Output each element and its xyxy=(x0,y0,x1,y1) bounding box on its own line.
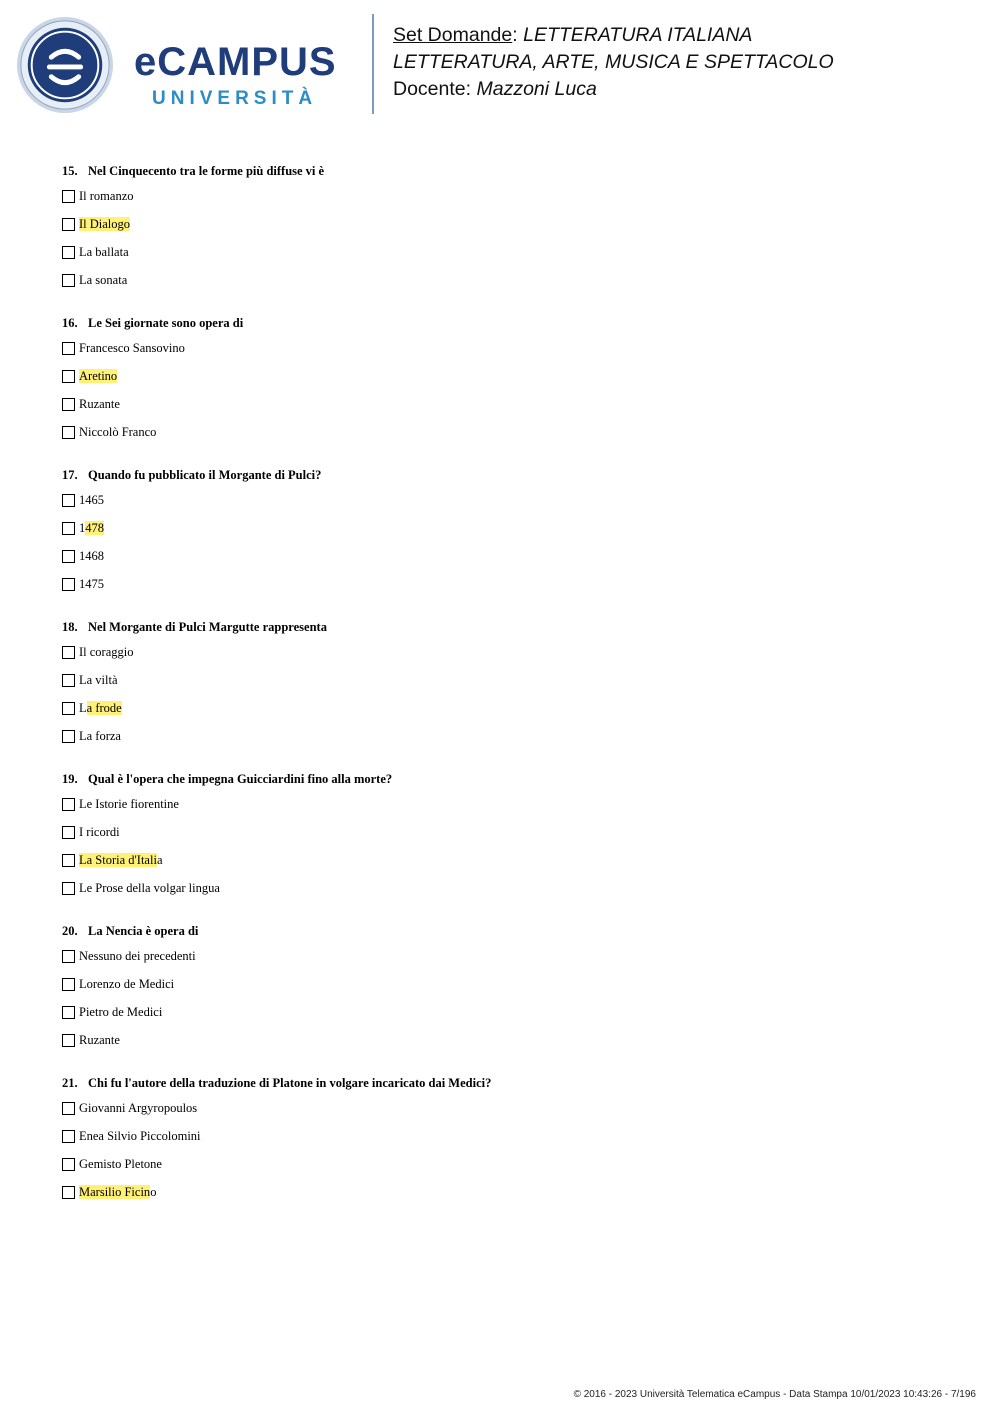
answer-option[interactable] xyxy=(62,273,962,301)
answer-option[interactable] xyxy=(62,425,962,453)
subject-line xyxy=(393,49,834,76)
question-title xyxy=(62,771,962,787)
highlighted-text: 478 xyxy=(85,521,104,535)
answer-option[interactable] xyxy=(62,729,962,757)
highlighted-text: Marsilio Ficin xyxy=(79,1185,151,1199)
question-number: 19. xyxy=(62,772,78,786)
subject: LETTERATURA, ARTE, MUSICA E SPETTACOLO xyxy=(393,51,834,73)
answer-option[interactable] xyxy=(62,577,962,605)
checkbox[interactable] xyxy=(62,218,75,231)
question-text: La Nencia è opera di xyxy=(88,924,199,938)
question-text: Quando fu pubblicato il Morgante di Pulci? xyxy=(88,468,322,482)
answer-option[interactable] xyxy=(62,977,962,1005)
question-text: Qual è l'opera che impegna Guicciardini fino alla morte? xyxy=(88,772,393,786)
option-text-part: La sonata xyxy=(79,273,128,287)
answer-option[interactable] xyxy=(62,549,962,577)
question-text: Chi fu l'autore della traduzione di Platone in volgare incaricato dai Medici? xyxy=(88,1076,492,1090)
answer-option[interactable] xyxy=(62,521,962,549)
answer-option[interactable] xyxy=(62,217,962,245)
option-text xyxy=(79,273,127,288)
answer-option[interactable] xyxy=(62,645,962,673)
option-text-part: La forza xyxy=(79,729,121,743)
option-text xyxy=(79,425,156,440)
question-block xyxy=(62,163,962,301)
option-text-part: Le Istorie fiorentine xyxy=(79,797,179,811)
checkbox[interactable] xyxy=(62,550,75,563)
option-text xyxy=(79,1129,201,1144)
option-text xyxy=(79,341,185,356)
highlighted-text: Aretino xyxy=(79,369,118,383)
teacher-label: Docente: xyxy=(393,78,472,100)
checkbox[interactable] xyxy=(62,702,75,715)
option-text xyxy=(79,521,104,536)
option-text-part: Enea Silvio Piccolomini xyxy=(79,1129,201,1143)
option-text xyxy=(79,949,196,964)
teacher-line xyxy=(393,76,834,103)
brand-logo-text xyxy=(134,42,337,110)
answer-option[interactable] xyxy=(62,493,962,521)
teacher-value: Mazzoni Luca xyxy=(476,78,597,100)
answer-option[interactable] xyxy=(62,1005,962,1033)
option-text xyxy=(79,701,122,716)
answer-option[interactable] xyxy=(62,853,962,881)
set-value: LETTERATURA ITALIANA xyxy=(523,24,753,46)
question-title xyxy=(62,163,962,179)
option-text xyxy=(79,853,163,868)
option-text xyxy=(79,397,120,412)
option-text-part: Il romanzo xyxy=(79,189,134,203)
question-block xyxy=(62,1075,962,1213)
option-text xyxy=(79,1185,156,1200)
question-title xyxy=(62,467,962,483)
answer-option[interactable] xyxy=(62,369,962,397)
checkbox[interactable] xyxy=(62,342,75,355)
option-text-part: Gemisto Pletone xyxy=(79,1157,162,1171)
option-text-part: a xyxy=(156,853,163,867)
checkbox[interactable] xyxy=(62,882,75,895)
option-text-part: Ruzante xyxy=(79,1033,120,1047)
question-number: 15. xyxy=(62,164,78,178)
question-number: 21. xyxy=(62,1076,78,1090)
checkbox[interactable] xyxy=(62,978,75,991)
checkbox[interactable] xyxy=(62,1006,75,1019)
set-info xyxy=(393,22,834,103)
option-text-part: I ricordi xyxy=(79,825,120,839)
option-text-part: Le Prose della volgar lingua xyxy=(79,881,220,895)
option-text-part: o xyxy=(150,1185,157,1199)
answer-option[interactable] xyxy=(62,1157,962,1185)
question-number: 20. xyxy=(62,924,78,938)
checkbox[interactable] xyxy=(62,798,75,811)
option-text-part: La ballata xyxy=(79,245,129,259)
answer-option[interactable] xyxy=(62,825,962,853)
option-text-part: La viltà xyxy=(79,673,118,687)
checkbox[interactable] xyxy=(62,950,75,963)
question-text: Le Sei giornate sono opera di xyxy=(88,316,244,330)
answer-option[interactable] xyxy=(62,189,962,217)
checkbox[interactable] xyxy=(62,274,75,287)
option-text-part: Niccolò Franco xyxy=(79,425,157,439)
question-number: 17. xyxy=(62,468,78,482)
answer-option[interactable] xyxy=(62,797,962,825)
answer-option[interactable] xyxy=(62,341,962,369)
checkbox[interactable] xyxy=(62,826,75,839)
option-text xyxy=(79,977,174,992)
checkbox[interactable] xyxy=(62,578,75,591)
option-text-part: Francesco Sansovino xyxy=(79,341,185,355)
highlighted-text: Il Dialogo xyxy=(79,217,131,231)
question-block xyxy=(62,923,962,1061)
option-text-part: Nessuno dei precedenti xyxy=(79,949,196,963)
checkbox[interactable] xyxy=(62,1130,75,1143)
option-text xyxy=(79,825,120,840)
question-text: Nel Cinquecento tra le forme più diffuse vi è xyxy=(88,164,325,178)
checkbox[interactable] xyxy=(62,246,75,259)
question-number: 18. xyxy=(62,620,78,634)
option-text-part: L xyxy=(79,701,87,715)
option-text-part: Il coraggio xyxy=(79,645,134,659)
answer-option[interactable] xyxy=(62,245,962,273)
option-text xyxy=(79,577,104,592)
question-block xyxy=(62,771,962,909)
checkbox[interactable] xyxy=(62,646,75,659)
highlighted-text: a frode xyxy=(86,701,122,715)
option-text xyxy=(79,369,117,384)
question-title xyxy=(62,315,962,331)
option-text xyxy=(79,217,130,232)
question-list xyxy=(62,163,962,1227)
checkbox[interactable] xyxy=(62,854,75,867)
checkbox[interactable] xyxy=(62,1158,75,1171)
set-label: Set Domande xyxy=(393,24,513,46)
option-text-part: 1 xyxy=(79,521,86,535)
checkbox[interactable] xyxy=(62,730,75,743)
answer-option[interactable] xyxy=(62,881,962,909)
question-title xyxy=(62,923,962,939)
option-text xyxy=(79,1157,162,1172)
checkbox[interactable] xyxy=(62,1034,75,1047)
brand-subtitle: UNIVERSITÀ xyxy=(152,88,318,109)
checkbox[interactable] xyxy=(62,674,75,687)
checkbox[interactable] xyxy=(62,1186,75,1199)
checkbox[interactable] xyxy=(62,494,75,507)
checkbox[interactable] xyxy=(62,1102,75,1115)
answer-option[interactable] xyxy=(62,673,962,701)
option-text xyxy=(79,1033,120,1048)
question-title xyxy=(62,1075,962,1091)
answer-option[interactable] xyxy=(62,397,962,425)
answer-option[interactable] xyxy=(62,949,962,977)
question-text: Nel Morgante di Pulci Margutte rappresenta xyxy=(88,620,327,634)
option-text xyxy=(79,245,129,260)
option-text xyxy=(79,1005,162,1020)
checkbox[interactable] xyxy=(62,370,75,383)
question-number: 16. xyxy=(62,316,78,330)
option-text-part: Ruzante xyxy=(79,397,120,411)
option-text-part: 1475 xyxy=(79,577,104,591)
question-block xyxy=(62,467,962,605)
option-text-part: 1468 xyxy=(79,549,104,563)
brand-name: eCAMPUS xyxy=(134,40,337,84)
answer-option[interactable] xyxy=(62,1101,962,1129)
option-text-part: Lorenzo de Medici xyxy=(79,977,175,991)
option-text xyxy=(79,729,121,744)
answer-option[interactable] xyxy=(62,701,962,729)
option-text-part: Pietro de Medici xyxy=(79,1005,163,1019)
checkbox[interactable] xyxy=(62,398,75,411)
ecampus-logo-icon xyxy=(16,16,114,114)
option-text xyxy=(79,189,134,204)
question-title xyxy=(62,619,962,635)
answer-option[interactable] xyxy=(62,1033,962,1061)
option-text xyxy=(79,1101,197,1116)
checkbox[interactable] xyxy=(62,190,75,203)
option-text-part: 1465 xyxy=(79,493,104,507)
set-line: Set Domande: LETTERATURA ITALIANA xyxy=(393,24,753,46)
option-text xyxy=(79,493,104,508)
checkbox[interactable] xyxy=(62,522,75,535)
option-text xyxy=(79,673,118,688)
option-text xyxy=(79,881,220,896)
option-text xyxy=(79,645,134,660)
option-text xyxy=(79,797,179,812)
question-block xyxy=(62,315,962,453)
page-header xyxy=(0,0,1000,130)
checkbox[interactable] xyxy=(62,426,75,439)
page-footer: © 2016 - 2023 Università Telematica eCampus - Data Stampa 10/01/2023 10:43:26 - 7/196 xyxy=(573,1389,976,1400)
option-text-part: Giovanni Argyropoulos xyxy=(79,1101,198,1115)
option-text xyxy=(79,549,104,564)
question-block xyxy=(62,619,962,757)
answer-option[interactable] xyxy=(62,1185,962,1213)
header-divider xyxy=(372,14,374,114)
highlighted-text: La Storia d'Itali xyxy=(79,853,157,867)
answer-option[interactable] xyxy=(62,1129,962,1157)
